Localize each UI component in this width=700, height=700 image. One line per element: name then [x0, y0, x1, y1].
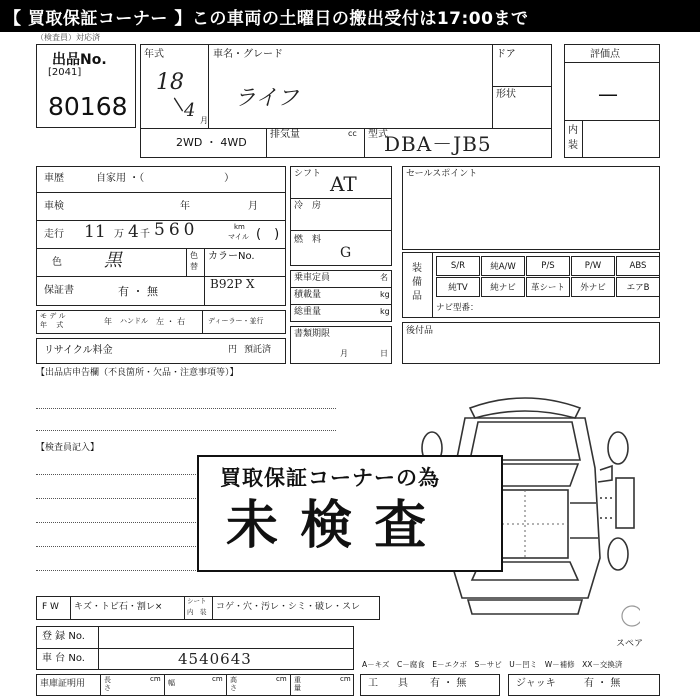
haba-label: 幅 [168, 679, 175, 687]
lot-label: 出品No. [52, 52, 107, 68]
fw-vline-1 [70, 596, 71, 620]
soju-unit: kg [380, 307, 390, 316]
equipment-item: P/W [571, 256, 615, 276]
soko-man: 万 [114, 229, 124, 240]
drive-label: 2WD ・ 4WD [176, 136, 247, 149]
lot-number: 80168 [48, 92, 128, 121]
shako-vline-1 [100, 674, 101, 696]
equipment-vline [432, 252, 433, 318]
shorui-tsuki: 月 [340, 349, 348, 358]
shaken-tsuki: 月 [248, 201, 258, 212]
cm-1: cm [150, 675, 161, 683]
soko-value-1: 11 [84, 222, 106, 242]
damage-legend: A－キズ C－腐食 E－エクボ S－サビ U－凹ミ W－補修 XX－交換済 [362, 660, 623, 669]
fw-text-1: キズ・トビ石・割レ× [74, 602, 163, 612]
nenshiki-label: 年式 [144, 49, 164, 60]
taka-label: 高さ [230, 676, 237, 692]
spare-label: スペア [616, 639, 644, 649]
dealer-label: ディーラー・並行 [208, 317, 264, 325]
recycle-label: リサイクル料金 [44, 345, 113, 356]
shift-line-2 [290, 230, 392, 231]
soko-label: 走行 [44, 229, 64, 240]
color-no-label: カラーNo. [208, 251, 255, 262]
cm-2: cm [212, 675, 223, 683]
fw-vline-2 [184, 596, 185, 620]
teiin-line-2 [290, 304, 392, 305]
teiin-label: 乗車定員 [294, 273, 331, 283]
soko-paren: ( ) [256, 227, 280, 242]
iro-value: 黒 [104, 250, 122, 271]
equipment-item: エアB [616, 277, 660, 297]
recycle-status: 預託済 [244, 345, 272, 355]
door-label: ドア [496, 49, 516, 60]
hoshosho-label: 保証書 [44, 285, 74, 296]
model-label-2: 年 式 [40, 321, 64, 329]
cm-4: cm [340, 675, 351, 683]
shareki-value: 自家用 ・（ ） [96, 173, 235, 184]
model-vline [202, 310, 203, 334]
nenshiki-unit: 月 [200, 116, 208, 125]
lot-sub: [2041] [48, 67, 82, 78]
soko-value-3: 560 [154, 220, 199, 240]
stamp-line-1: 買取保証コーナーの為 [220, 466, 440, 490]
shako-vline-2 [164, 674, 165, 696]
history-line-3 [36, 248, 286, 249]
color-no-value: B92P X [210, 277, 255, 291]
equipment-item: 純A/W [481, 256, 525, 276]
iro-change-1: 色 [190, 251, 198, 260]
iro-label: 色 [52, 257, 62, 268]
seat-label-2: 内 装 [187, 608, 207, 616]
recycle-unit: 円 [228, 345, 238, 355]
shako-label: 車庫証明用 [40, 679, 86, 689]
soko-unit-mile: マイル [228, 233, 249, 241]
shako-vline-3 [226, 674, 227, 696]
haiki-label: 排気量 [270, 129, 300, 140]
history-vline-color-2 [204, 248, 205, 306]
header-vline-1 [208, 44, 209, 128]
shift-value: AT [330, 172, 357, 196]
naiso-label-2: 装 [568, 140, 578, 151]
equipment-item: 外ナビ [571, 277, 615, 297]
equipment-item: S/R [436, 256, 480, 276]
hyoka-divider-2 [564, 120, 660, 121]
naiso-label-1: 内 [568, 125, 578, 136]
soko-unit-km: km [234, 223, 245, 231]
model-nen: 年 [104, 317, 112, 326]
shaken-nen: 年 [180, 201, 190, 212]
hyoka-label: 評価点 [590, 49, 620, 60]
shaken-label: 車検 [44, 201, 64, 212]
reibo-label: 冷 房 [294, 201, 322, 211]
nenshiki-slash: / [168, 95, 189, 114]
katashiki-label: 型式 [368, 129, 388, 140]
shorui-label: 書類期限 [294, 329, 331, 339]
kogu-value: 有 ・ 無 [430, 678, 467, 689]
top-banner [0, 0, 700, 32]
notes-dotline-1 [36, 408, 336, 409]
fw-vline-3 [212, 596, 213, 620]
nenshiki-year: 18 [156, 70, 184, 95]
shorui-hi: 日 [380, 349, 388, 358]
jack-label: ジャッキ [516, 678, 556, 689]
nenryo-label: 燃 料 [294, 235, 322, 245]
header-hline-door [492, 86, 552, 87]
top-left-cut-text: （検査員）対応済 [36, 33, 100, 42]
reg-line [36, 648, 354, 649]
stamp-line-2: 未 検 査 [226, 496, 429, 556]
banner-text: 【 買取保証コーナー 】この車両の土曜日の搬出受付は17:00まで [4, 8, 529, 29]
history-line-1 [36, 192, 286, 193]
keijo-label: 形状 [496, 89, 516, 100]
kogu-label: 工 具 [368, 678, 408, 689]
shareki-label: 車歴 [44, 173, 64, 184]
shamei-value: ライフ [234, 86, 299, 111]
handle-label: ハンドル [120, 317, 148, 325]
equipment-item: P/S [526, 256, 570, 276]
shako-vline-4 [290, 674, 291, 696]
notes-label: 【出品店申告欄（不良箇所・欠品・注意事項等）】 [36, 368, 239, 378]
teiin-unit: 名 [380, 273, 388, 282]
toroku-label: 登 録 No. [42, 631, 85, 642]
after-label: 後付品 [406, 326, 434, 336]
navi-label: ナビ型番： [436, 303, 479, 313]
history-vline-color [186, 248, 187, 276]
cm-3: cm [276, 675, 287, 683]
equipment-item: 純TV [436, 277, 480, 297]
soju-label: 総重量 [294, 307, 322, 317]
handle-value: 左 ・ 右 [156, 317, 186, 326]
fw-text-2: コゲ・穴・汚レ・シミ・破レ・スレ [216, 602, 361, 612]
after-box [402, 322, 660, 364]
jyu-label: 重量 [294, 676, 301, 692]
hyoka-value: — [598, 82, 618, 106]
hoshosho-value: 有 ・ 無 [118, 285, 158, 298]
header-vline-3 [266, 128, 267, 158]
teiin-line-1 [290, 287, 392, 288]
sekisai-label: 積載量 [294, 290, 322, 300]
equipment-item: 革シート [526, 277, 570, 297]
jack-value: 有 ・ 無 [584, 678, 621, 689]
notes-dotline-2 [36, 430, 336, 431]
header-divider [140, 128, 552, 129]
shadai-value: 4540643 [178, 650, 252, 668]
shadai-label: 車 台 No. [42, 653, 85, 664]
naga-label: 長さ [104, 676, 111, 692]
iro-change-2: 替 [190, 262, 198, 271]
soko-sen: 千 [140, 229, 150, 240]
equipment-label: 装備品 [412, 263, 422, 302]
fw-label: F W [42, 602, 59, 612]
sales-point-label: セールスポイント [406, 169, 478, 179]
equipment-item: ABS [616, 256, 660, 276]
inspector-label: 【検査員記入】 [36, 443, 100, 453]
sekisai-unit: kg [380, 290, 390, 299]
katashiki-value: DBA－JB5 [384, 132, 492, 156]
nenshiki-month: 4 [184, 100, 196, 121]
shift-label: シフト [294, 169, 322, 179]
header-vline-4 [364, 128, 365, 158]
soko-value-2: 4 [128, 222, 139, 242]
hyoka-vline [582, 120, 583, 158]
hyoka-divider [564, 62, 660, 63]
equipment-item: 純ナビ [481, 277, 525, 297]
cc-unit: cc [348, 129, 357, 138]
nenryo-value: G [340, 245, 352, 261]
shift-line-1 [290, 198, 392, 199]
seat-label-1: シート [187, 597, 207, 605]
model-label-1: モ デ ル [40, 312, 66, 320]
reg-vline [98, 626, 99, 670]
shamei-label: 車名・グレード [213, 49, 283, 60]
